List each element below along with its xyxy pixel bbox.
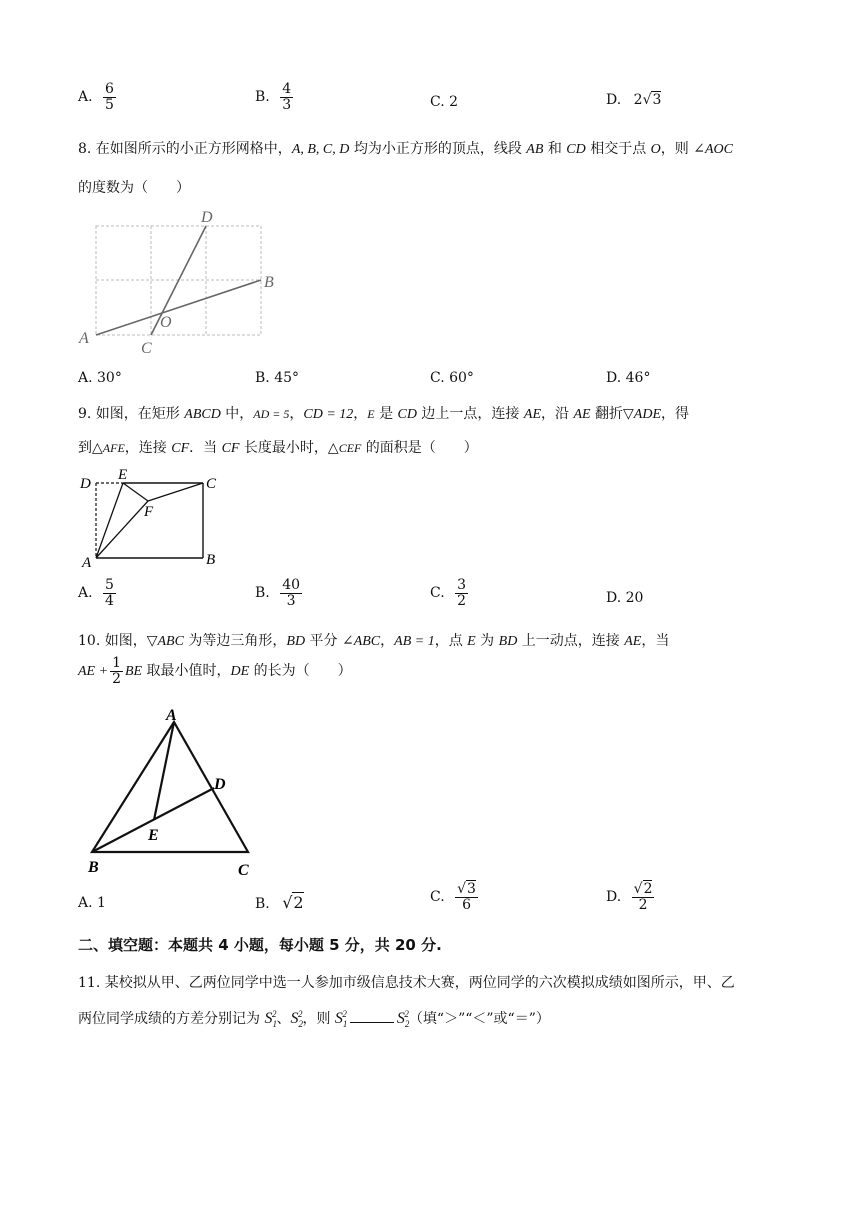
- subscript: 2: [298, 1019, 303, 1030]
- q10-option-d: [606, 882, 654, 912]
- numerator: 3: [457, 577, 467, 593]
- text: 长度最小时，△: [239, 440, 339, 456]
- text: ，: [353, 406, 368, 422]
- superscript: 2: [271, 1008, 277, 1019]
- var: O: [650, 142, 661, 157]
- text: ，: [289, 406, 304, 422]
- variance-s1: [334, 1008, 348, 1030]
- text: ．当: [189, 440, 222, 456]
- var: AE +: [78, 664, 109, 680]
- option-label: D.: [606, 92, 622, 108]
- text: 上一动点，连接: [517, 633, 625, 649]
- q8-option-a: A. 30°: [78, 370, 122, 386]
- option-label: C.: [430, 889, 445, 906]
- var: ABC: [157, 634, 184, 649]
- text: 9. 如图，在矩形: [78, 406, 185, 422]
- superscript: 2: [404, 1008, 409, 1019]
- var: BE: [124, 664, 143, 680]
- radicand: 2: [293, 893, 304, 912]
- fraction: [455, 882, 478, 912]
- denominator: 2: [638, 896, 648, 913]
- fraction: [280, 578, 302, 608]
- denominator: 4: [105, 592, 114, 609]
- q10-line1: [78, 630, 669, 650]
- segment-fc: [148, 483, 203, 501]
- q9-option-a: [78, 578, 116, 608]
- label-a: A: [166, 707, 177, 724]
- var: AFE: [102, 441, 125, 455]
- sqrt: √3: [642, 92, 662, 108]
- var: CF: [171, 441, 190, 456]
- q9-option-d: D. 20: [606, 590, 644, 606]
- denominator: 6: [462, 896, 471, 913]
- label-a: A: [79, 330, 89, 347]
- denominator: 3: [282, 96, 292, 113]
- var: ADE: [633, 407, 661, 422]
- var: BD: [498, 634, 518, 649]
- q11-line1: 11. 某校拟从甲、乙两位同学中选一人参加市级信息技术大赛，两位同学的六次模拟成绩如图所示，甲、乙: [78, 975, 735, 991]
- text: 到△: [78, 440, 103, 456]
- fraction: [103, 82, 116, 112]
- text: 边上一点，连接: [416, 406, 524, 422]
- q10-triangle-figure: [80, 700, 270, 882]
- var: BD: [286, 634, 306, 649]
- q9-line2: [78, 437, 478, 457]
- q10-line2: [78, 656, 352, 686]
- fraction-half: [110, 656, 123, 686]
- segment-ae: [96, 483, 123, 558]
- text: 8. 在如图所示的小正方形网格中，: [78, 141, 292, 157]
- text: 的面积是（ ）: [361, 440, 478, 456]
- label-b: B: [88, 859, 99, 876]
- subscript: 2: [404, 1019, 410, 1030]
- q7-option-b: [255, 82, 293, 112]
- text: ，当: [641, 633, 670, 649]
- var: E: [367, 407, 375, 421]
- segment-ef: [123, 483, 148, 501]
- radicand: 3: [652, 92, 662, 108]
- q10-option-a: A. 1: [78, 895, 106, 911]
- numerator: [455, 882, 478, 898]
- superscript: 2: [297, 1008, 303, 1019]
- segment-ab: [96, 280, 261, 335]
- var: A, B, C, D: [291, 142, 350, 157]
- label-e: E: [118, 467, 128, 483]
- text: （填“＞”“＜”或“＝”）: [408, 1011, 550, 1027]
- text: 是: [374, 406, 398, 422]
- text: 均为小正方形的顶点，线段: [349, 141, 527, 157]
- text: 为等边三角形，: [183, 633, 287, 649]
- radicand: 3: [467, 881, 476, 897]
- sqrt: √2: [282, 893, 304, 912]
- var: ABC: [353, 634, 381, 649]
- var: CD: [397, 407, 417, 422]
- q9-line1: [78, 403, 689, 423]
- label-d: D: [201, 209, 213, 226]
- label-e: E: [148, 827, 159, 844]
- text: 两位同学成绩的方差分别记为: [78, 1011, 265, 1027]
- option-label: C.: [430, 585, 445, 602]
- var: CD = 12: [303, 407, 354, 422]
- label-c: C: [206, 476, 217, 492]
- text: 、: [276, 1011, 291, 1027]
- variance-s1: [264, 1008, 277, 1030]
- q7-option-a: [78, 82, 116, 112]
- text: 取最小值时，: [142, 663, 231, 680]
- q9-rectangle-figure: [76, 465, 226, 573]
- q7-option-c: C. 2: [430, 94, 459, 110]
- var: ABCD: [184, 407, 221, 422]
- var: E: [467, 634, 476, 649]
- sqrt: √3: [457, 881, 476, 897]
- text: 10. 如图，▽: [78, 633, 158, 649]
- var: AE: [573, 407, 591, 422]
- label-b: B: [264, 274, 274, 291]
- coefficient: 2: [633, 92, 643, 108]
- q10-option-b: [255, 893, 304, 912]
- label-f: F: [144, 504, 154, 520]
- denominator: 2: [457, 592, 467, 609]
- label-d: D: [80, 476, 91, 492]
- var: AD = 5: [253, 407, 290, 421]
- fraction: [103, 578, 116, 608]
- var: S: [396, 1010, 405, 1027]
- q8-option-c: C. 60°: [430, 370, 474, 386]
- numerator: 40: [282, 577, 301, 593]
- var: CD: [566, 142, 586, 157]
- numerator: 4: [282, 81, 292, 97]
- var: AE: [624, 634, 642, 649]
- option-label: A.: [78, 585, 93, 602]
- superscript: 2: [342, 1008, 347, 1019]
- label-c: C: [141, 340, 152, 357]
- text: 为: [475, 633, 499, 649]
- denominator: 5: [105, 96, 114, 113]
- label-c: C: [238, 862, 249, 879]
- var: CEF: [338, 441, 362, 455]
- text: ，则 ∠: [660, 141, 705, 157]
- subscript: 1: [342, 1019, 348, 1030]
- denominator: 3: [286, 592, 296, 609]
- option-label: B.: [255, 89, 270, 106]
- q8-option-b: B. 45°: [255, 370, 300, 386]
- text: ，点: [434, 633, 468, 649]
- numerator: 6: [105, 81, 114, 97]
- q10-option-c: [430, 882, 478, 912]
- option-label: A.: [78, 89, 93, 106]
- text: ，则: [302, 1011, 335, 1027]
- text: 的长为（ ）: [249, 663, 352, 680]
- section-heading: 二、填空题：本题共 4 小题，每小题 5 分，共 20 分.: [78, 936, 442, 954]
- var: S: [290, 1010, 299, 1027]
- fraction: [280, 82, 293, 112]
- var: AB: [526, 142, 544, 157]
- text: ，得: [661, 406, 689, 422]
- denominator: 2: [112, 670, 121, 687]
- text: ，沿: [541, 406, 574, 422]
- numerator: 1: [112, 655, 121, 671]
- var: S: [264, 1010, 273, 1027]
- label-a: A: [82, 555, 92, 571]
- numerator: 5: [105, 577, 114, 593]
- label-b: B: [206, 552, 216, 568]
- text: 翻折▽: [590, 406, 634, 422]
- q7-option-d: [606, 92, 661, 108]
- text: 中，: [220, 406, 254, 422]
- text: 相交于点: [585, 141, 651, 157]
- variance-s2: [396, 1008, 410, 1030]
- q8-grid-figure: [76, 205, 286, 357]
- q9-option-c: [430, 578, 468, 608]
- q8-option-d: D. 46°: [606, 370, 651, 386]
- fraction: [632, 882, 655, 912]
- q8-line1: [78, 138, 733, 158]
- text: ，: [380, 633, 395, 649]
- option-label: B.: [255, 896, 270, 912]
- segment-af: [96, 501, 148, 558]
- text: ，连接: [124, 440, 172, 456]
- fraction: [455, 578, 468, 608]
- answer-blank[interactable]: [350, 1022, 394, 1023]
- numerator: [632, 882, 655, 898]
- var: DE: [230, 664, 250, 680]
- q8-line2: 的度数为（ ）: [78, 180, 190, 196]
- variance-s2: [290, 1008, 303, 1030]
- q11-line2: [78, 1008, 550, 1029]
- label-o: O: [160, 314, 172, 331]
- label-d: D: [214, 776, 226, 793]
- var: AOC: [704, 142, 733, 157]
- sqrt: √2: [633, 881, 653, 897]
- text: 和: [543, 141, 567, 157]
- var: AB = 1: [394, 634, 435, 649]
- option-label: B.: [255, 585, 270, 602]
- subscript: 1: [272, 1019, 277, 1030]
- q9-option-b: [255, 578, 302, 608]
- var: AE: [523, 407, 541, 422]
- var: CF: [221, 441, 240, 456]
- text: 平分 ∠: [305, 633, 354, 649]
- radicand: 2: [643, 881, 653, 897]
- option-label: D.: [606, 889, 622, 906]
- var: S: [334, 1010, 343, 1027]
